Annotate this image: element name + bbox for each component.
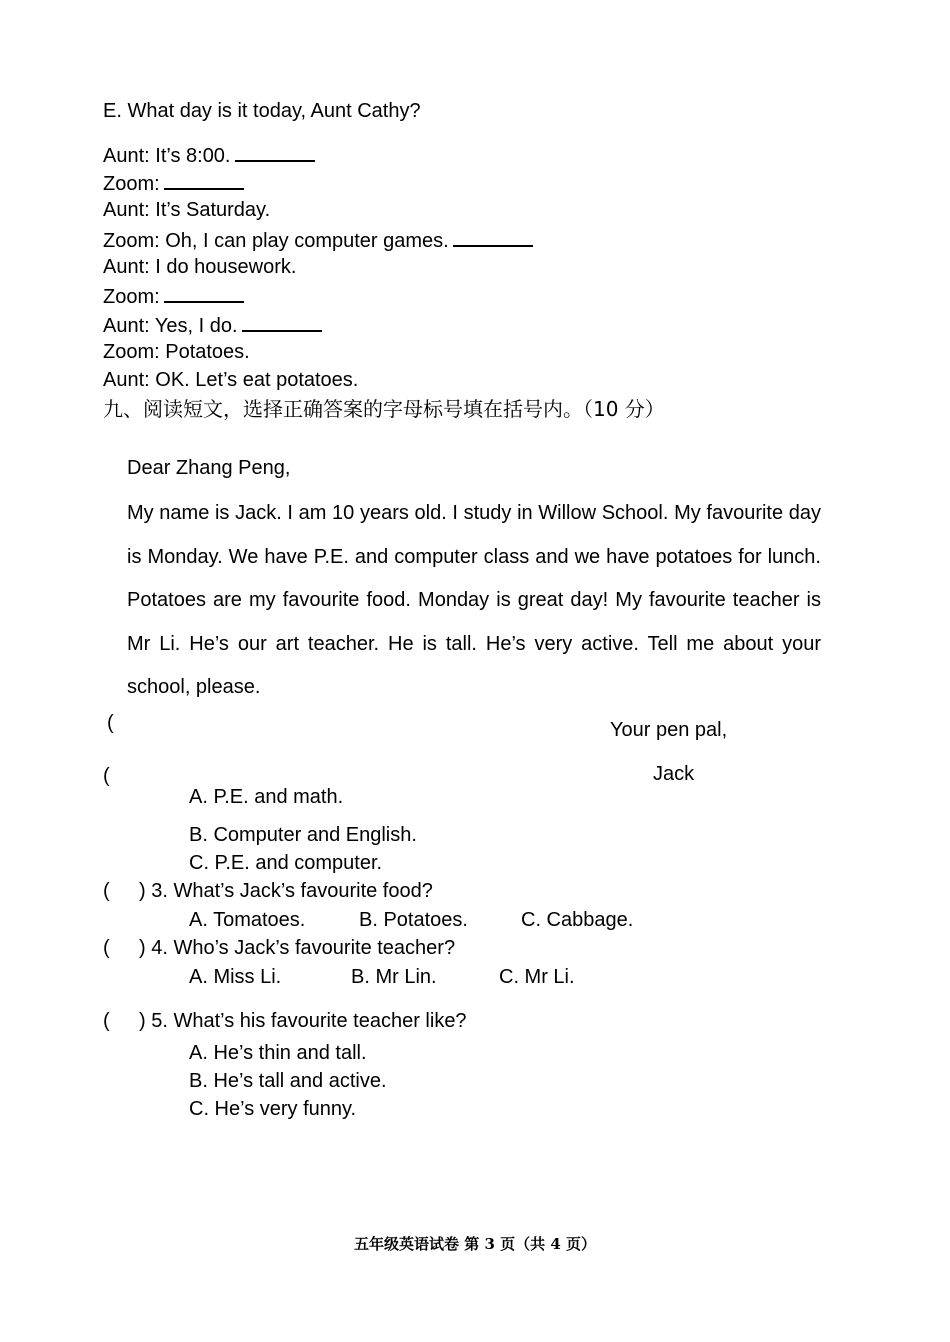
dialogue-text: Zoom: Potatoes.: [103, 341, 250, 363]
dialogue-line: [103, 281, 244, 311]
dialogue-heading: E. What day is it today, Aunt Cathy?: [103, 100, 421, 122]
option: B. He’s tall and active.: [189, 1070, 387, 1092]
dialogue-line: [103, 225, 533, 255]
option: C. P.E. and computer.: [189, 852, 383, 874]
answer-paren: (: [107, 712, 114, 734]
dialogue-line: [103, 310, 322, 340]
letter-greeting: Dear Zhang Peng,: [127, 457, 291, 479]
question-3-options: [189, 906, 633, 934]
answer-blank[interactable]: [164, 281, 244, 303]
section-title: 九、阅读短文，选择正确答案的字母标号填在括号内。（10 分）: [103, 397, 665, 421]
dialogue-line: [103, 196, 270, 224]
answer-blank[interactable]: [164, 168, 244, 190]
option: B. Mr Lin.: [351, 966, 437, 988]
dialogue-line: [103, 366, 358, 394]
page-footer: 五年级英语试卷 第 3 页（共 4 页）: [354, 1235, 596, 1253]
dialogue-text: Aunt: It’s 8:00.: [103, 145, 231, 167]
option: C. Mr Li.: [499, 966, 575, 988]
question-4: [103, 934, 455, 962]
dialogue-text: Zoom:: [103, 286, 160, 308]
option: C. He’s very funny.: [189, 1098, 357, 1120]
dialogue-text: Zoom: Oh, I can play computer games.: [103, 230, 449, 252]
answer-blank[interactable]: [453, 225, 533, 247]
dialogue-line: [103, 338, 250, 366]
answer-paren[interactable]: (: [103, 880, 110, 902]
option: A. Tomatoes.: [189, 909, 306, 931]
answer-paren[interactable]: (: [103, 937, 110, 959]
answer-blank[interactable]: [242, 310, 322, 332]
question-stem: ) 4. Who’s Jack’s favourite teacher?: [139, 937, 456, 959]
dialogue-text: Zoom:: [103, 173, 160, 195]
letter-signature: Jack: [653, 763, 695, 785]
dialogue-text: Aunt: Yes, I do.: [103, 315, 238, 337]
option: B. Computer and English.: [189, 824, 417, 846]
question-5: [103, 1007, 467, 1035]
question-3: [103, 877, 433, 905]
question-4-options: [189, 963, 575, 991]
answer-blank[interactable]: [235, 140, 315, 162]
dialogue-text: Aunt: It’s Saturday.: [103, 199, 271, 221]
option: C. Cabbage.: [521, 909, 634, 931]
letter-body: My name is Jack. I am 10 years old. I study in Willow School. My favourite day is Monday. We have P.E. and computer class and we have potatoes for lunch. Potatoes are my favourite food. Monday is great day! My favourite teacher is Mr Li. He’s our art teacher. He is tall. He’s very active. Tell me about your school, please.: [127, 502, 821, 699]
answer-paren: (: [103, 765, 110, 787]
option: A. Miss Li.: [189, 966, 282, 988]
answer-paren[interactable]: (: [103, 1010, 110, 1032]
dialogue-text: Aunt: I do housework.: [103, 256, 297, 278]
option-a-clipped: A. P.E. and math.: [189, 786, 344, 808]
dialogue-line: [103, 168, 244, 198]
question-stem: ) 5. What’s his favourite teacher like?: [139, 1010, 467, 1032]
dialogue-text: Aunt: OK. Let’s eat potatoes.: [103, 369, 359, 391]
option: B. Potatoes.: [359, 909, 468, 931]
dialogue-line: [103, 140, 315, 170]
option: A. He’s thin and tall.: [189, 1042, 367, 1064]
question-stem: ) 3. What’s Jack’s favourite food?: [139, 880, 433, 902]
dialogue-line: [103, 253, 296, 281]
letter-closing: Your pen pal,: [610, 719, 728, 741]
